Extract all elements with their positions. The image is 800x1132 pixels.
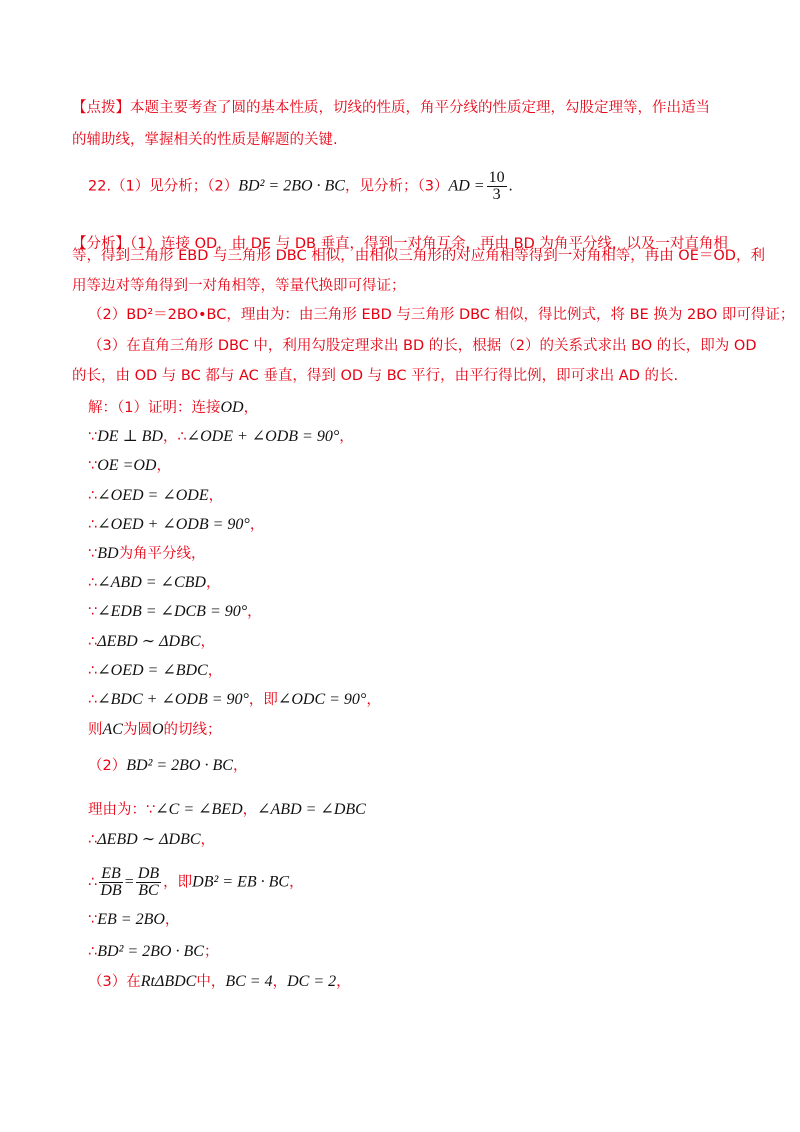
fraction-numerator: 10 [488, 169, 505, 186]
solution-line-16 [88, 910, 179, 930]
solution-line-13 [88, 800, 366, 820]
math-expr: OD [220, 399, 244, 416]
math-expr: BD² = 2BO · BC [238, 177, 345, 195]
text: ， [164, 912, 180, 928]
because-symbol: ∵ [88, 458, 98, 474]
solution-line-10 [88, 690, 381, 710]
math-expr: BD [97, 545, 119, 562]
text: ， [247, 604, 262, 620]
therefore-symbol: ∴ [88, 874, 98, 891]
math-expr: ∠C = ∠BED [155, 801, 243, 818]
math-expr: ∠ABD = ∠DBC [257, 801, 366, 818]
therefore-symbol: ∴ [88, 663, 98, 679]
solution-line-8 [88, 632, 215, 652]
answer-part-1: （1）见分析；（2） [111, 178, 239, 195]
analysis-line-3: 用等边对等角得到一对角相等，等量代换即可得证； [72, 278, 406, 294]
solution-line-11 [88, 720, 222, 740]
therefore-symbol: ∴ [88, 692, 98, 708]
text: ， [205, 575, 221, 591]
therefore-symbol: ∴ [88, 832, 98, 848]
text: ， [336, 974, 351, 990]
text: 理由为：∵ [88, 802, 156, 818]
text: ， [272, 974, 288, 990]
math-expr: OE =OD [97, 457, 157, 474]
solution-line-17 [88, 942, 218, 962]
equals-sign: = [124, 873, 134, 891]
therefore-symbol: ∴ [88, 488, 98, 504]
math-expr: ∠EDB = ∠DCB = 90° [97, 603, 248, 620]
solution-line-12 [88, 756, 247, 776]
fraction-denominator: 3 [492, 186, 501, 203]
answer-22-line [88, 170, 513, 203]
math-expr: DE ⊥ BD [97, 428, 163, 445]
text: 为角平分线， [118, 546, 206, 562]
because-symbol: ∵ [88, 429, 98, 445]
analysis-line-2: 等，得到三角形 EBD 与三角形 DBC 相似，由相似三角形的对应角相等得到一对角相等，再由 OE＝OD，利 [72, 248, 765, 264]
analysis-line-5: （3）在直角三角形 DBC 中，利用勾股定理求出 BD 的长，根据（2）的关系式求出 BO 的长，即为 OD [88, 338, 757, 354]
analysis-line-4: （2）BD²＝2BO•BC，理由为：由三角形 EBD 与三角形 DBC 相似，得比例式，将 BE 换为 2BO 即可得证； [88, 307, 795, 323]
solution-line-1 [88, 427, 354, 447]
math-expr: ΔEBD ∼ ΔDBC [97, 831, 201, 848]
solution-line-9 [88, 661, 222, 681]
solution-line-0 [88, 398, 258, 418]
math-expr: ∠OED + ∠ODB = 90° [97, 516, 250, 533]
text: ， [243, 400, 259, 416]
text: 中， [196, 974, 226, 990]
math-expr: ∠ODE + ∠ODB = 90° [186, 428, 340, 445]
text: ， [249, 517, 265, 533]
text: ， [208, 488, 224, 504]
fraction-db-bc [136, 866, 161, 899]
text: 解：（1）证明：连接 [88, 400, 221, 416]
text: 的切线； [163, 722, 222, 738]
fraction-ad [487, 170, 507, 203]
text: 则 [88, 722, 103, 738]
dianbo-line-2: 的辅助线，掌握相关的性质是解题的关键. [72, 132, 338, 148]
period: . [508, 177, 513, 195]
text: ； [203, 944, 219, 960]
math-expr: ∠ABD = ∠CBD [97, 574, 206, 591]
dianbo-line-1 [72, 98, 710, 118]
text: ， [156, 458, 171, 474]
math-expr: AD = [448, 177, 485, 195]
text: ，即 [163, 874, 193, 891]
dianbo-text-1: 本题主要考查了圆的基本性质，切线的性质，角平分线的性质定理，勾股定理等，作出适当 [130, 100, 710, 116]
fraction-numerator: DB [137, 865, 160, 882]
because-symbol: ∵ [88, 546, 98, 562]
math-expr: DB² = EB · BC [192, 873, 290, 891]
solution-line-7 [88, 602, 262, 622]
therefore-symbol: ∴ [88, 634, 98, 650]
math-expr: ΔEBD ∼ ΔDBC [97, 633, 201, 650]
math-expr: ∠OED = ∠BDC [97, 662, 208, 679]
text: ， [289, 874, 304, 891]
dianbo-tag: 【点拨】 [72, 100, 130, 116]
solution-line-2 [88, 456, 171, 476]
math-expr: AC [102, 721, 123, 738]
text: （3）在 [88, 974, 141, 990]
solution-line-14 [88, 830, 215, 850]
math-expr: DC = 2 [287, 973, 337, 990]
because-symbol: ∵ [88, 604, 98, 620]
math-expr: ∠OED = ∠ODE [97, 487, 209, 504]
solution-line-18 [88, 972, 351, 992]
math-expr: RtΔBDC [140, 973, 197, 990]
text: ， [242, 802, 258, 818]
therefore-symbol: ∴ [88, 575, 98, 591]
answer-part-2: ，见分析；（3） [344, 178, 449, 195]
text: ， [200, 634, 216, 650]
fraction-denominator: BC [138, 882, 159, 899]
math-expr: EB = 2BO [97, 911, 165, 928]
therefore-symbol: ，∴ [162, 429, 187, 445]
text: （2） [88, 758, 127, 774]
math-expr: O [151, 721, 164, 738]
text: 为圆 [122, 722, 152, 738]
fraction-numerator: EB [101, 865, 121, 882]
therefore-symbol: ∴ [88, 944, 98, 960]
text: ， [339, 429, 354, 445]
solution-line-5 [88, 544, 206, 564]
text: ， [232, 758, 248, 774]
fraction-denominator: DB [100, 882, 122, 899]
analysis-text-1: （1）连接 OD，由 DE 与 DB 垂直，得到一对角互余，再由 BD 为角平分线，以及一对直角相 [130, 236, 728, 252]
question-number: 22. [88, 178, 112, 195]
solution-line-6 [88, 573, 220, 593]
math-expr: ∠ODC = 90° [277, 691, 367, 708]
text: ，即 [248, 692, 278, 708]
math-expr: BC = 4 [225, 973, 273, 990]
fraction-eb-db [99, 866, 123, 899]
text: ， [366, 692, 381, 708]
text: ， [207, 663, 223, 679]
solution-line-15 [88, 866, 304, 899]
text: ， [200, 832, 216, 848]
math-expr: ∠BDC + ∠ODB = 90° [97, 691, 249, 708]
because-symbol: ∵ [88, 912, 98, 928]
math-expr: BD² = 2BO · BC [97, 943, 204, 960]
therefore-symbol: ∴ [88, 517, 98, 533]
analysis-tag: 【分析】 [72, 236, 130, 252]
analysis-line-6: 的长，由 OD 与 BC 都与 AC 垂直，得到 OD 与 BC 平行，由平行得比例，即可求出 AD 的长. [72, 368, 679, 384]
solution-line-3 [88, 486, 223, 506]
solution-line-4 [88, 515, 264, 535]
math-expr: BD² = 2BO · BC [126, 757, 233, 774]
